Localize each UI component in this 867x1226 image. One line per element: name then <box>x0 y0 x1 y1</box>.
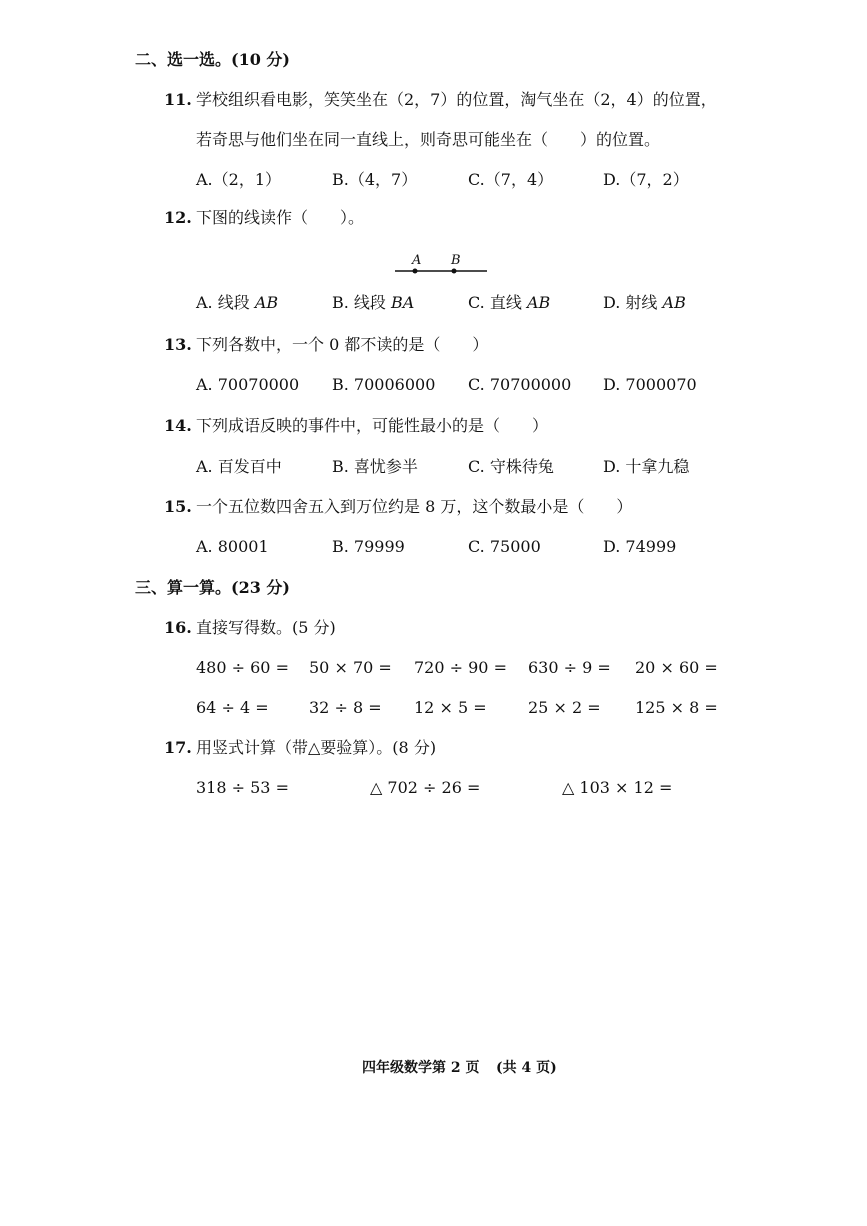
q12-option-a-prefix: A. 线段 <box>196 293 255 312</box>
question-16-text: 直接写得数。(5 分) <box>196 618 336 637</box>
q16-row1-item1: 480 ÷ 60 = <box>196 658 289 677</box>
q14-option-a: A. 百发百中 <box>196 457 282 476</box>
question-11-text-line1: 学校组织看电影，笑笑坐在（2，7）的位置，淘气坐在（2，4）的位置， <box>196 90 717 109</box>
q11-option-c: C.（7，4） <box>468 170 554 189</box>
q12-option-b-prefix: B. 线段 <box>332 293 392 312</box>
q15-option-c: C. 75000 <box>468 537 541 556</box>
question-number-16: 16. <box>164 618 192 637</box>
question-12-text: 下图的线读作（ ）。 <box>196 208 365 227</box>
q16-row2-item4: 25 × 2 = <box>528 698 601 717</box>
question-13-text: 下列各数中，一个 0 都不读的是（ ） <box>196 335 489 354</box>
point-b <box>452 269 457 274</box>
q15-option-d: D. 74999 <box>603 537 677 556</box>
q16-row1-item3: 720 ÷ 90 = <box>414 658 507 677</box>
q16-row1-item5: 20 × 60 = <box>635 658 718 677</box>
q14-option-b: B. 喜忧参半 <box>332 457 418 476</box>
label-b: B <box>451 253 461 268</box>
q12-option-c-prefix: C. 直线 <box>468 293 527 312</box>
section-title-calculation: 三、算一算。(23 分) <box>135 578 290 597</box>
q17-item2: △ 702 ÷ 26 = <box>370 778 481 797</box>
q13-option-a: A. 70070000 <box>196 375 300 394</box>
question-14-text: 下列成语反映的事件中，可能性最小的是（ ） <box>196 416 549 435</box>
section-title-choice: 二、选一选。(10 分) <box>135 50 290 69</box>
q16-row2-item5: 125 × 8 = <box>635 698 718 717</box>
point-a <box>413 269 418 274</box>
q16-row2-item3: 12 × 5 = <box>414 698 487 717</box>
q12-option-a <box>196 293 278 313</box>
footer-total-label: (共 4 页) <box>496 1060 557 1076</box>
question-number-17: 17. <box>164 738 192 757</box>
q13-option-b: B. 70006000 <box>332 375 436 394</box>
q15-option-a: A. 80001 <box>196 537 269 556</box>
q16-row2-item1: 64 ÷ 4 = <box>196 698 269 717</box>
q12-option-d-prefix: D. 射线 <box>603 293 663 312</box>
q16-row2-item2: 32 ÷ 8 = <box>309 698 382 717</box>
q12-option-c <box>468 293 550 313</box>
q12-option-b <box>332 293 414 313</box>
q15-option-b: B. 79999 <box>332 537 405 556</box>
q13-option-d: D. 7000070 <box>603 375 697 394</box>
q13-option-c: C. 70700000 <box>468 375 572 394</box>
q17-item3: △ 103 × 12 = <box>562 778 673 797</box>
q12-option-a-letters: AB <box>254 293 279 312</box>
q16-row1-item2: 50 × 70 = <box>309 658 392 677</box>
q12-option-b-letters: BA <box>391 293 415 312</box>
question-17-text: 用竖式计算（带△要验算）。(8 分) <box>196 738 437 757</box>
question-15-text: 一个五位数四舍五入到万位约是 8 万，这个数最小是（ ） <box>196 497 633 516</box>
question-number-14: 14. <box>164 416 192 435</box>
q12-option-d <box>603 293 686 313</box>
question-11-text-line2: 若奇思与他们坐在同一直线上，则奇思可能坐在（ ）的位置。 <box>196 130 661 149</box>
q11-option-a: A.（2，1） <box>196 170 282 189</box>
q14-option-c: C. 守株待兔 <box>468 457 554 476</box>
label-a: A <box>412 253 422 268</box>
q12-option-d-letters: AB <box>662 293 686 312</box>
question-number-15: 15. <box>164 497 192 516</box>
q11-option-b: B.（4，7） <box>332 170 418 189</box>
q11-option-d: D.（7，2） <box>603 170 689 189</box>
line-figure <box>395 250 495 280</box>
q14-option-d: D. 十拿九稳 <box>603 457 690 476</box>
question-number-13: 13. <box>164 335 192 354</box>
q12-option-c-letters: AB <box>526 293 551 312</box>
footer-page-label: 四年级数学第 2 页 <box>362 1060 480 1076</box>
question-number-12: 12. <box>164 208 192 227</box>
q16-row1-item4: 630 ÷ 9 = <box>528 658 611 677</box>
question-number-11: 11. <box>164 90 192 109</box>
q17-item1: 318 ÷ 53 = <box>196 778 289 797</box>
